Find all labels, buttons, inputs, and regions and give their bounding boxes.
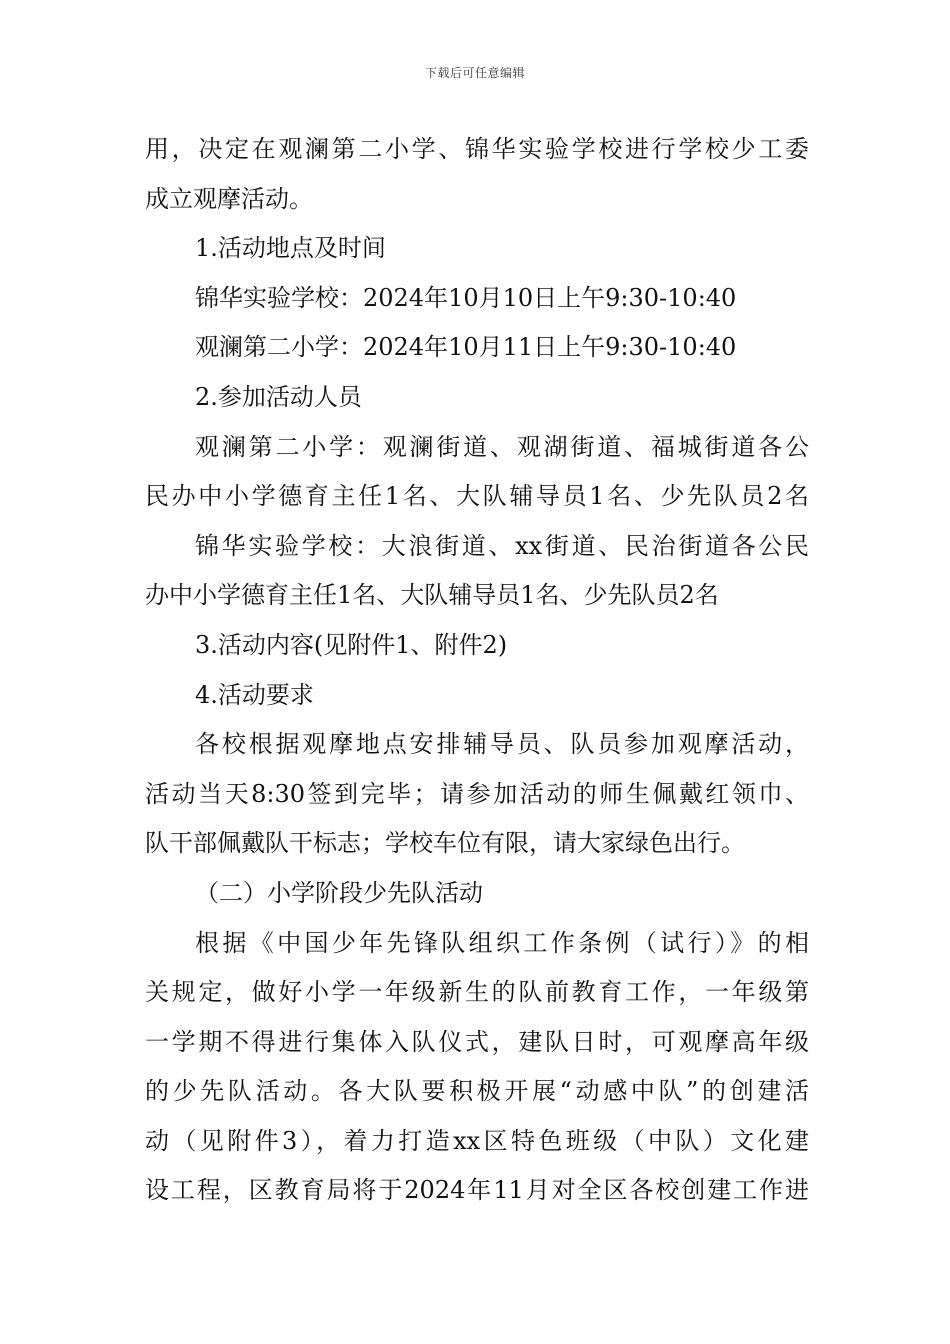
section-heading: （二）小学阶段少先队活动 [195,878,483,907]
document-body [145,125,809,1216]
paragraph-line: 活动当天8:30签到完毕；请参加活动的师生佩戴红领巾、 [145,779,809,808]
paragraph-line: 用，决定在观澜第二小学、锦华实验学校进行学校少工委 [145,135,809,163]
section-heading: 2.参加活动人员 [195,382,362,411]
paragraph-line: 锦华实验学校：2024年10月10日上午9:30-10:40 [195,283,737,312]
paragraph-line: 队干部佩戴队干标志；学校车位有限，请大家绿色出行。 [145,829,745,858]
paragraph-line: 动（见附件3），着力打造xx区特色班级（中队）文化建 [145,1126,809,1155]
paragraph-line: 的少先队活动。各大队要积极开展“动感中队”的创建活 [145,1077,809,1106]
section-heading: 3.活动内容(见附件1、附件2) [195,630,508,659]
paragraph-line: 民办中小学德育主任1名、大队辅导员1名、少先队员2名 [145,482,809,511]
paragraph-line: 观澜第二小学：2024年10月11日上午9:30-10:40 [195,333,737,362]
section-heading: 1.活动地点及时间 [195,234,386,263]
paragraph-line: 办中小学德育主任1名、大队辅导员1名、少先队员2名 [145,581,719,610]
paragraph-line: 关规定，做好小学一年级新生的队前教育工作，一年级第 [145,978,809,1007]
page-header: 下载后可任意编辑 [424,66,525,80]
paragraph-line: 一学期不得进行集体入队仪式，建队日时，可观摩高年级 [145,1027,809,1056]
paragraph-line: 成立观摩活动。 [145,184,313,213]
paragraph-line: 各校根据观摩地点安排辅导员、队员参加观摩活动， [195,730,809,759]
paragraph-line: 设工程，区教育局将于2024年11月对全区各校创建工作进 [145,1176,809,1205]
paragraph-line: 根据《中国少年先锋队组织工作条例（试行）》的相 [195,928,809,957]
paragraph-line: 锦华实验学校：大浪街道、xx街道、民治街道各公民 [195,531,809,560]
paragraph-line: 观澜第二小学：观澜街道、观湖街道、福城街道各公 [195,432,809,461]
section-heading: 4.活动要求 [195,680,314,709]
